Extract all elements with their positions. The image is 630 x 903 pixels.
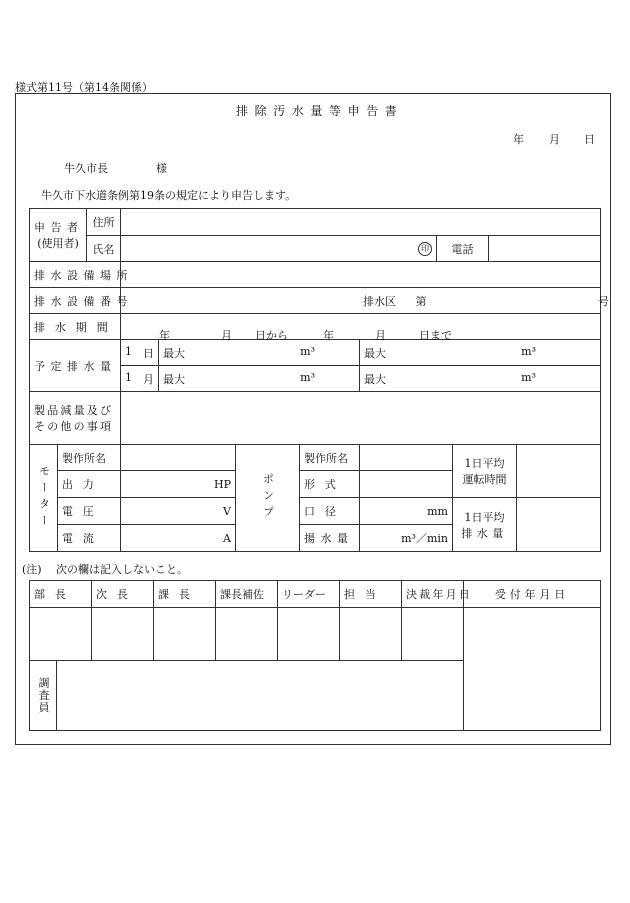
daily-hours-field[interactable] xyxy=(517,445,601,498)
daily-volume-field[interactable] xyxy=(517,498,601,552)
pump-section-label: ポンプ xyxy=(236,445,300,552)
product-label: 製品減量及び その他の事項 xyxy=(30,392,121,445)
period-to: 日まで xyxy=(419,328,452,342)
daily-hours-label: 1日平均 運転時間 xyxy=(453,445,517,498)
monthly-max-2[interactable]: 最大 m³ xyxy=(360,366,601,392)
planned-label: 予定排水量 xyxy=(30,340,121,392)
pump-maker-field[interactable] xyxy=(360,445,453,471)
current-label: 電流 xyxy=(58,525,121,552)
output-label: 出力 xyxy=(58,471,121,498)
office-header-hosa: 課長補佐 xyxy=(216,581,278,608)
office-header-receipt-date: 受付年月日 xyxy=(464,581,601,608)
current-field[interactable]: A xyxy=(121,525,236,552)
district-no: 第 xyxy=(415,294,427,308)
daily-max-2[interactable]: 最大 m³ xyxy=(360,340,601,366)
motor-maker-field[interactable] xyxy=(121,445,236,471)
motor-maker-label: 製作所名 xyxy=(58,445,121,471)
receipt-date-field[interactable] xyxy=(464,608,601,731)
voltage-label: 電圧 xyxy=(58,498,121,525)
phone-label: 電話 xyxy=(437,236,489,262)
seal-mark: 印 xyxy=(418,242,432,256)
main-table xyxy=(29,208,609,552)
stamp-leader[interactable] xyxy=(278,608,340,661)
period-from: 日から xyxy=(255,328,288,342)
pump-maker-label: 製作所名 xyxy=(300,445,360,471)
facility-number-field[interactable] xyxy=(121,288,609,314)
bore-field[interactable]: mm xyxy=(360,498,453,525)
stamp-bucho[interactable] xyxy=(30,608,92,661)
period-month: 月 xyxy=(221,328,232,342)
office-header-jicho: 次長 xyxy=(92,581,154,608)
motor-section-label: モーター xyxy=(30,445,58,552)
district-suffix: 号 xyxy=(598,294,609,308)
honorific: 様 xyxy=(156,162,167,175)
district-label: 排水区 xyxy=(363,294,396,308)
daily-volume-label: 1日平均 排水量 xyxy=(453,498,517,552)
voltage-field[interactable]: V xyxy=(121,498,236,525)
period-year: 年 xyxy=(159,328,170,342)
stamp-kacho[interactable] xyxy=(154,608,216,661)
intro-text: 牛久市下水道条例第19条の規定により申告します。 xyxy=(41,189,297,202)
model-label: 形式 xyxy=(300,471,360,498)
daily-period: 1 日 xyxy=(121,340,159,366)
phone-field[interactable] xyxy=(489,236,601,262)
bore-label: 口径 xyxy=(300,498,360,525)
model-field[interactable] xyxy=(360,471,453,498)
product-field[interactable] xyxy=(121,392,601,445)
lift-label: 揚水量 xyxy=(300,525,360,552)
applicant-label: 申告者 (使用者) xyxy=(30,209,87,262)
office-header-kacho: 課長 xyxy=(154,581,216,608)
stamp-decision-date[interactable] xyxy=(402,608,464,661)
office-header-leader: リーダー xyxy=(278,581,340,608)
form-title: 排除汚水量等申告書 xyxy=(236,104,404,118)
facility-location-label: 排水設備場所 xyxy=(30,262,121,288)
investigator-label: 調査員 xyxy=(30,661,57,731)
date-day: 日 xyxy=(584,133,595,146)
address-field[interactable] xyxy=(121,209,601,236)
stamp-jicho[interactable] xyxy=(92,608,154,661)
stamp-hosa[interactable] xyxy=(216,608,278,661)
monthly-period: 1 月 xyxy=(121,366,159,392)
lift-field[interactable]: m³／min xyxy=(360,525,453,552)
address-label: 住所 xyxy=(87,209,121,236)
addressee: 牛久市長 xyxy=(64,162,108,175)
form-number: 様式第11号（第14条関係） xyxy=(15,81,153,94)
office-header-bucho: 部長 xyxy=(30,581,92,608)
name-field[interactable] xyxy=(121,236,437,262)
daily-max-1[interactable]: 最大 m³ xyxy=(159,340,360,366)
output-field[interactable]: HP xyxy=(121,471,236,498)
name-label: 氏名 xyxy=(87,236,121,262)
facility-location-field[interactable] xyxy=(121,262,601,288)
facility-number-label: 排水設備番号 xyxy=(30,288,121,314)
office-header-decision-date: 決裁年月日 xyxy=(402,581,464,608)
note-text: 次の欄は記入しないこと。 xyxy=(56,563,188,576)
period-year2: 年 xyxy=(323,328,334,342)
office-header-tanto: 担当 xyxy=(340,581,402,608)
period-label: 排水期間 xyxy=(30,314,121,340)
investigator-field[interactable] xyxy=(57,661,464,731)
note-label: (注) xyxy=(22,563,42,576)
stamp-tanto[interactable] xyxy=(340,608,402,661)
period-month2: 月 xyxy=(375,328,386,342)
office-table xyxy=(29,580,601,731)
date-year: 年 xyxy=(513,133,524,146)
date-month: 月 xyxy=(549,133,560,146)
period-field[interactable] xyxy=(121,314,601,340)
monthly-max-1[interactable]: 最大 m³ xyxy=(159,366,360,392)
